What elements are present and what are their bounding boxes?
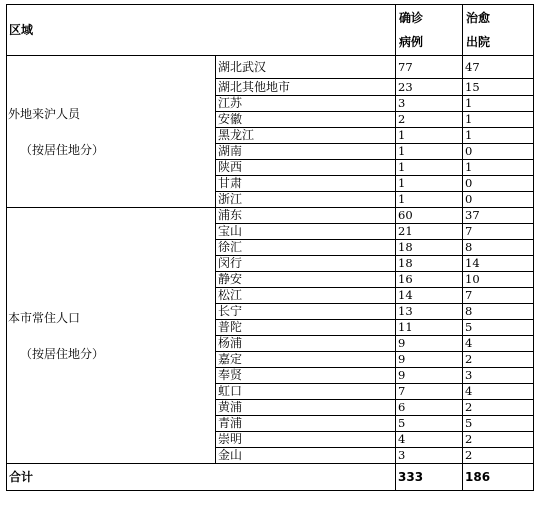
cured-count: 15 bbox=[463, 79, 534, 96]
cured-count: 1 bbox=[463, 96, 534, 112]
confirmed-count: 18 bbox=[396, 256, 463, 272]
region-name: 湖北其他地市 bbox=[216, 79, 396, 96]
confirmed-count: 18 bbox=[396, 240, 463, 256]
confirmed-count: 3 bbox=[396, 96, 463, 112]
region-name: 湖北武汉 bbox=[216, 56, 396, 79]
header-cured bbox=[463, 5, 534, 56]
region-name: 奉贤 bbox=[216, 368, 396, 384]
group-label bbox=[7, 208, 216, 464]
confirmed-count: 11 bbox=[396, 320, 463, 336]
group-label-line2: （按居住地分） bbox=[20, 346, 105, 361]
group-label-line1: 外地来沪人员 bbox=[8, 106, 81, 121]
cured-count: 8 bbox=[463, 240, 534, 256]
confirmed-count: 13 bbox=[396, 304, 463, 320]
cured-count: 10 bbox=[463, 272, 534, 288]
confirmed-count: 1 bbox=[396, 144, 463, 160]
cases-table bbox=[6, 4, 534, 491]
confirmed-count: 9 bbox=[396, 336, 463, 352]
cured-count: 0 bbox=[463, 192, 534, 208]
cured-count: 7 bbox=[463, 224, 534, 240]
confirmed-count: 2 bbox=[396, 112, 463, 128]
confirmed-count: 1 bbox=[396, 128, 463, 144]
cured-count: 1 bbox=[463, 112, 534, 128]
confirmed-count: 4 bbox=[396, 432, 463, 448]
cured-count: 1 bbox=[463, 128, 534, 144]
cured-count: 0 bbox=[463, 144, 534, 160]
confirmed-count: 16 bbox=[396, 272, 463, 288]
region-name: 湖南 bbox=[216, 144, 396, 160]
cured-count: 5 bbox=[463, 320, 534, 336]
confirmed-count: 7 bbox=[396, 384, 463, 400]
cured-count: 5 bbox=[463, 416, 534, 432]
region-name: 崇明 bbox=[216, 432, 396, 448]
cured-count: 37 bbox=[463, 208, 534, 224]
table-row bbox=[7, 208, 534, 224]
cured-count: 3 bbox=[463, 368, 534, 384]
region-name: 安徽 bbox=[216, 112, 396, 128]
region-name: 松江 bbox=[216, 288, 396, 304]
region-name: 黄浦 bbox=[216, 400, 396, 416]
confirmed-count: 60 bbox=[396, 208, 463, 224]
cured-count: 8 bbox=[463, 304, 534, 320]
cured-count: 7 bbox=[463, 288, 534, 304]
region-name: 嘉定 bbox=[216, 352, 396, 368]
table-header-row bbox=[7, 5, 534, 56]
table-row bbox=[7, 56, 534, 79]
total-confirmed: 333 bbox=[396, 464, 463, 491]
cured-count: 2 bbox=[463, 400, 534, 416]
region-name: 宝山 bbox=[216, 224, 396, 240]
region-name: 长宁 bbox=[216, 304, 396, 320]
header-area: 区域 bbox=[7, 5, 396, 56]
confirmed-count: 1 bbox=[396, 192, 463, 208]
header-cured-line1: 治愈 bbox=[466, 11, 491, 25]
cured-count: 2 bbox=[463, 352, 534, 368]
cured-count: 2 bbox=[463, 432, 534, 448]
region-name: 杨浦 bbox=[216, 336, 396, 352]
confirmed-count: 9 bbox=[396, 352, 463, 368]
region-name: 静安 bbox=[216, 272, 396, 288]
region-name: 浦东 bbox=[216, 208, 396, 224]
header-cured-line2: 出院 bbox=[466, 35, 491, 49]
region-name: 江苏 bbox=[216, 96, 396, 112]
region-name: 金山 bbox=[216, 448, 396, 464]
confirmed-count: 1 bbox=[396, 160, 463, 176]
table-body bbox=[7, 56, 534, 464]
cured-count: 14 bbox=[463, 256, 534, 272]
total-row bbox=[7, 464, 534, 491]
region-name: 陕西 bbox=[216, 160, 396, 176]
confirmed-count: 77 bbox=[396, 56, 463, 79]
region-name: 黑龙江 bbox=[216, 128, 396, 144]
region-name: 青浦 bbox=[216, 416, 396, 432]
confirmed-count: 9 bbox=[396, 368, 463, 384]
header-confirmed-line1: 确诊 bbox=[399, 11, 424, 25]
cured-count: 4 bbox=[463, 336, 534, 352]
confirmed-count: 14 bbox=[396, 288, 463, 304]
region-name: 虹口 bbox=[216, 384, 396, 400]
cured-count: 0 bbox=[463, 176, 534, 192]
cured-count: 1 bbox=[463, 160, 534, 176]
region-name: 浙江 bbox=[216, 192, 396, 208]
confirmed-count: 1 bbox=[396, 176, 463, 192]
confirmed-count: 23 bbox=[396, 79, 463, 96]
cured-count: 2 bbox=[463, 448, 534, 464]
cured-count: 47 bbox=[463, 56, 534, 79]
region-name: 徐汇 bbox=[216, 240, 396, 256]
region-name: 甘肃 bbox=[216, 176, 396, 192]
confirmed-count: 21 bbox=[396, 224, 463, 240]
total-label: 合计 bbox=[7, 464, 396, 491]
header-confirmed-line2: 病例 bbox=[399, 35, 424, 49]
group-label-line1: 本市常住人口 bbox=[8, 310, 81, 325]
region-name: 闵行 bbox=[216, 256, 396, 272]
cured-count: 4 bbox=[463, 384, 534, 400]
group-label bbox=[7, 56, 216, 208]
cases-table-container bbox=[6, 4, 534, 491]
confirmed-count: 3 bbox=[396, 448, 463, 464]
confirmed-count: 5 bbox=[396, 416, 463, 432]
total-cured: 186 bbox=[463, 464, 534, 491]
confirmed-count: 6 bbox=[396, 400, 463, 416]
group-label-line2: （按居住地分） bbox=[20, 142, 105, 157]
region-name: 普陀 bbox=[216, 320, 396, 336]
header-confirmed bbox=[396, 5, 463, 56]
